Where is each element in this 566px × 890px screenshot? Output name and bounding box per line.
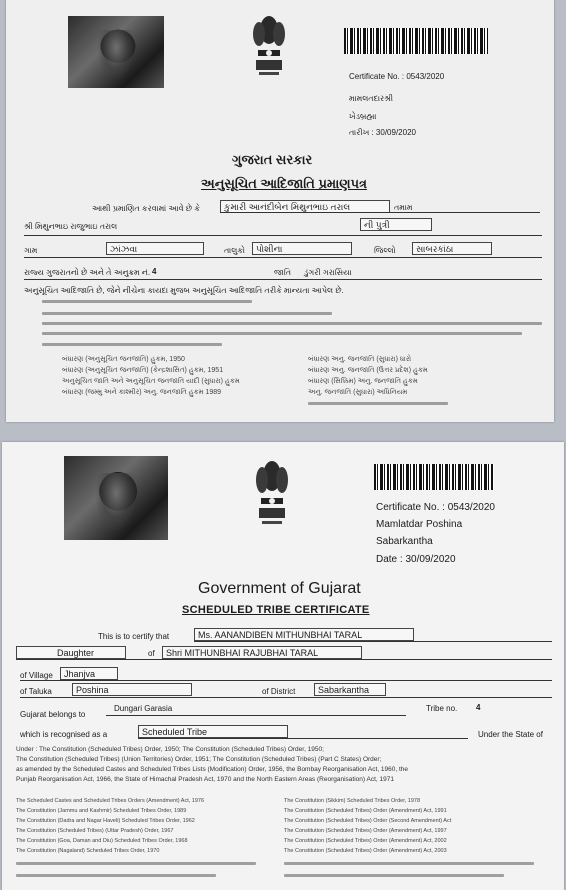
heading-scheduled-tribe-certificate: SCHEDULED TRIBE CERTIFICATE bbox=[182, 604, 370, 616]
village-label-gujarati: ગામ bbox=[24, 246, 38, 255]
orders-right-gujarati-1: બંધારણ અનુ. જનજાતિ (સુધારા) ધારો bbox=[308, 356, 412, 363]
orders-right-gujarati-4: અનુ. જનજાતિ (સુધારા) અધિનિયમ bbox=[308, 389, 408, 396]
relation-suffix-gujarati: ની પુત્રી bbox=[360, 218, 432, 231]
gujarati-certificate-sheet bbox=[6, 0, 554, 422]
serial-label: Tribe no. bbox=[426, 704, 458, 713]
certificate-number-top: Certificate No. : 0543/2020 bbox=[349, 72, 445, 81]
serial-value-gujarati: 4 bbox=[152, 267, 157, 276]
order-paragraph-2: The Constitution (Scheduled Tribes) (Union Territories) Order, 1951; The Constitution (Scheduled Tribes) (Part C States) Order; bbox=[16, 756, 382, 763]
orders-left-gujarati-2: બંધારણ (અનુસૂચિત જનજાતિ) (કેન્દ્રશાસિત) હુકમ, 1951 bbox=[62, 367, 224, 374]
orders-left-gujarati-1: બંધારણ (અનુસૂચિત જનજાતિ) હુકમ, 1950 bbox=[62, 356, 185, 363]
orders-left-5: The Constitution (Goa, Daman and Diu) Scheduled Tribes Order, 1968 bbox=[16, 838, 188, 844]
under-label: Under the State of bbox=[478, 730, 543, 739]
certify-name: Ms. AANANDIBEN MITHUNBHAI TARAL bbox=[194, 628, 414, 641]
state-emblem-icon bbox=[244, 10, 294, 80]
relation-value: Daughter bbox=[16, 646, 126, 659]
issuer-line-2-top: ખેડબ્રહ્મા bbox=[349, 112, 377, 121]
orders-left-6: The Constitution (Nagaland) Scheduled Tribes Order, 1970 bbox=[16, 848, 160, 854]
taluka-label-gujarati: તાલુકો bbox=[224, 246, 245, 255]
tribe-value-gujarati: ડુંગરી ગરાસિયા bbox=[304, 268, 352, 277]
orders-left-1: The Scheduled Castes and Scheduled Tribes Orders (Amendment) Act, 1976 bbox=[16, 798, 205, 804]
taluka-label: of Taluka bbox=[20, 687, 52, 696]
orders-left-4: The Constitution (Scheduled Tribes) (Uttar Pradesh) Order, 1967 bbox=[16, 828, 174, 834]
certify-label: This is to certify that bbox=[98, 632, 170, 641]
orders-right-2: The Constitution (Scheduled Tribes) Order (Amendment) Act, 1991 bbox=[284, 808, 447, 814]
district-value-gujarati: સાબરકાંઠા bbox=[412, 242, 492, 255]
certify-prefix-gujarati: આથી પ્રમાણિત કરવામાં આવે છે કે bbox=[92, 204, 200, 213]
state-label-gujarati: રાજ્ય ગુજરાતનો છે અને તે bbox=[24, 268, 112, 277]
issuer-line-1-top: મામલતદારશ્રી bbox=[349, 94, 393, 103]
recognised-value: Scheduled Tribe bbox=[138, 725, 288, 738]
order-paragraph-3: as amended by the Scheduled Castes and Scheduled Tribes Lists (Modification) Order, 1956, the Bombay Reorganisation Act, 1960, the bbox=[16, 766, 409, 773]
orders-left-gujarati-3: અનુસૂચિત જાતિ અને અનુસૂચિત જનજાતિ યાદી (સુધારા) હુકમ bbox=[62, 378, 240, 385]
heading-government-of-gujarat: Government of Gujarat bbox=[198, 580, 361, 597]
district-value: Sabarkantha bbox=[314, 683, 386, 696]
orders-left-3: The Constitution (Dadra and Nagar Haveli) Scheduled Tribes Order, 1962 bbox=[16, 818, 195, 824]
heading-gujarat-sarkar: ગુજરાત સરકાર bbox=[232, 152, 313, 167]
village-label: of Village bbox=[20, 671, 53, 680]
serial-value: 4 bbox=[476, 703, 481, 712]
recognised-label: which is recognised as a bbox=[20, 730, 108, 739]
parent-name: Shri MITHUNBHAI RAJUBHAI TARAL bbox=[162, 646, 362, 659]
applicant-photo-top bbox=[68, 16, 164, 88]
state-emblem-icon bbox=[248, 454, 296, 530]
orders-right-gujarati-2: બંધારણ અનુ. જનજાતિ (ઉત્તર પ્રદેશ) હુકમ bbox=[308, 367, 428, 374]
orders-right-4: The Constitution (Scheduled Tribes) Order (Amendment) Act, 1997 bbox=[284, 828, 447, 834]
certificate-date-top: તારીખ : 30/09/2020 bbox=[349, 128, 416, 137]
orders-right-3: The Constitution (Scheduled Tribes) Order (Second Amendment) Act bbox=[284, 818, 452, 824]
issuer-line-2-bottom: Sabarkantha bbox=[376, 536, 433, 547]
orders-right-gujarati-3: બંધારણ (સિક્કિમ) અનુ. જનજાતિ હુકમ bbox=[308, 378, 418, 385]
district-label: of District bbox=[262, 687, 296, 696]
orders-left-gujarati-4: બંધારણ (જમ્મુ અને કાશ્મીર) અનુ. જનજાતિ હુકમ 1989 bbox=[62, 389, 222, 396]
orders-right-5: The Constitution (Scheduled Tribes) Order (Amendment) Act, 2002 bbox=[284, 838, 447, 844]
english-certificate-sheet bbox=[2, 442, 564, 890]
village-value-gujarati: ઝાંઝવા bbox=[106, 242, 204, 255]
relation-prefix-gujarati: શ્રી મિથુનભાઇ રાજુભાઇ તરાલ bbox=[24, 222, 118, 231]
of-label: of bbox=[148, 649, 155, 658]
certify-name-gujarati: કુમારી આનંદીબેન મિથુનભાઇ તરાલ bbox=[220, 200, 390, 213]
taluka-value-gujarati: પોશીના bbox=[252, 242, 352, 255]
applicant-photo-bottom bbox=[64, 456, 168, 540]
taluka-value: Poshina bbox=[72, 683, 192, 696]
village-value: Jhanjva bbox=[60, 667, 118, 680]
barcode-top bbox=[344, 28, 488, 54]
order-paragraph-4: Punjab Reorganisation Act, 1966, the State of Himachal Pradesh Act, 1970 and the North Eastern Areas (Reorganisation) Act, 1971 bbox=[16, 776, 394, 783]
serial-label-gujarati: અનુક્રમ નં. bbox=[114, 268, 151, 277]
order-paragraph-1: Under : The Constitution (Scheduled Tribes) Order, 1950; The Constitution (Scheduled Tribes) Order, 1950; bbox=[16, 746, 324, 753]
district-label-gujarati: જિલ્લો bbox=[374, 246, 396, 255]
long-line-gujarati: અનુસૂચિત આદિજાતિ છે, જેને નીચેના કાયદા મુજબ અનુસૂચિત આદિજાતિ તરીકે માન્યતા આપેલ છે. bbox=[24, 286, 344, 295]
tribe-label-gujarati: જાતિ bbox=[274, 268, 291, 277]
issuer-line-1-bottom: Mamlatdar Poshina bbox=[376, 519, 463, 530]
certificate-number-bottom: Certificate No. : 0543/2020 bbox=[376, 502, 495, 513]
orders-left-2: The Constitution (Jammu and Kashmir) Scheduled Tribes Order, 1989 bbox=[16, 808, 187, 814]
barcode-bottom bbox=[374, 464, 494, 490]
orders-right-6: The Constitution (Scheduled Tribes) Order (Amendment) Act, 2003 bbox=[284, 848, 447, 854]
certificate-date-bottom: Date : 30/09/2020 bbox=[376, 554, 456, 565]
certify-suffix-gujarati: તમામ bbox=[394, 203, 413, 212]
orders-right-1: The Constitution (Sikkim) Scheduled Tribes Order, 1978 bbox=[284, 798, 421, 804]
community-value: Dungari Garasia bbox=[114, 704, 173, 713]
state-label: Gujarat belongs to bbox=[20, 710, 86, 719]
heading-st-certificate-gujarati: અનુસૂચિત આદિજાતિ પ્રમાણપત્ર bbox=[201, 176, 368, 191]
